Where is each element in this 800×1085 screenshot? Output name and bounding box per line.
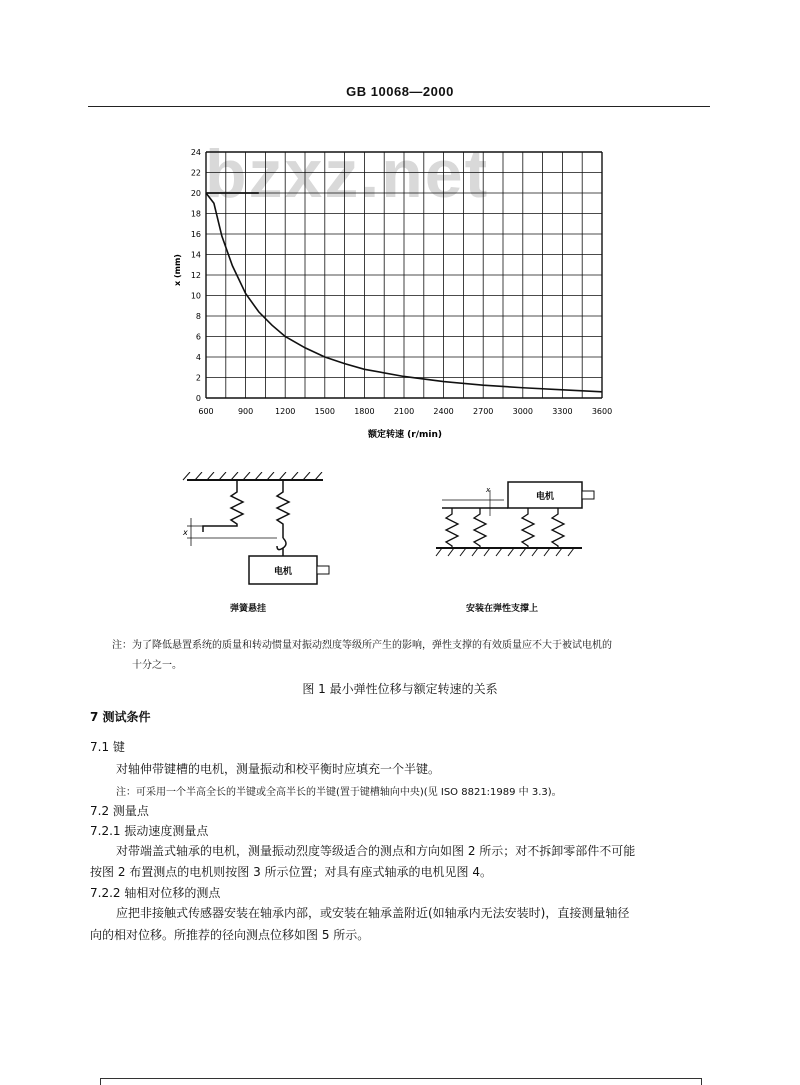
section-7-title: 7 测试条件	[90, 710, 151, 724]
section-7-2-1-title: 7.2.1 振动速度测量点	[90, 824, 209, 838]
svg-text:x: x	[183, 528, 188, 537]
x-tick-label: 900	[237, 407, 254, 416]
section-7-2-1-line2: 按图 2 布置测点的电机则按图 3 所示位置；对具有座式轴承的电机见图 4。	[90, 865, 492, 879]
x-tick-label: 3600	[591, 407, 613, 416]
watermark: bzxz.net	[205, 136, 490, 212]
figure-note-line2: 十分之一。	[132, 660, 182, 671]
y-tick-label: 14	[190, 250, 201, 260]
figure1-chart	[160, 140, 640, 450]
elastic-support-label: 安装在弹性支撑上	[466, 604, 539, 614]
y-axis-label: x (mm)	[173, 254, 182, 286]
x-tick-labels	[198, 407, 612, 416]
motor-label-left: 电机	[273, 567, 293, 577]
section-7-1-paragraph: 对轴伸带键槽的电机，测量振动和校平衡时应填充一个半键。	[116, 762, 441, 776]
motor-label-right: 电机	[535, 492, 555, 502]
figure-note-line1: 注：为了降低悬置系统的质量和转动惯量对振动烈度等级所产生的影响，弹性支撑的有效质量应不大于被试电机的	[112, 640, 612, 651]
x-tick-label: 2700	[473, 407, 494, 416]
x-axis-label: 额定转速 (r/min)	[368, 430, 442, 440]
y-tick-label: 8	[195, 312, 201, 321]
x-tick-label: 2100	[393, 407, 415, 416]
spring-suspension-label: 弹簧悬挂	[230, 604, 267, 614]
chart-grid	[206, 152, 602, 398]
x-tick-label: 1500	[314, 407, 335, 416]
y-tick-label: 2	[195, 373, 201, 383]
x-tick-label: 2400	[433, 407, 454, 416]
x-tick-label: 3000	[512, 407, 533, 416]
svg-text:x: x	[486, 486, 491, 494]
y-tick-label: 12	[190, 271, 201, 280]
section-7-2-2-title: 7.2.2 轴相对位移的测点	[90, 886, 221, 900]
section-7-1-note: 注：可采用一个半高全长的半键或全高半长的半键(置于键槽轴向中央)(见 ISO 8821:1989 中 3.3)。	[116, 787, 562, 798]
elastic-support-diagram	[432, 476, 602, 566]
spring-suspension-diagram	[165, 472, 345, 602]
header-rule	[88, 106, 710, 107]
figure1-caption: 图 1 最小弹性位移与额定转速的关系	[302, 682, 498, 696]
x-tick-label: 1800	[354, 407, 375, 416]
y-tick-label: 22	[190, 168, 201, 178]
standard-number-header: GB 10068—2000	[346, 84, 454, 99]
y-tick-labels	[191, 148, 201, 403]
section-7-2-1-line1: 对带端盖式轴承的电机，测量振动烈度等级适合的测点和方向如图 2 所示；对不拆卸零部件不可能	[116, 844, 636, 858]
y-tick-label: 16	[190, 230, 201, 239]
y-tick-label: 18	[190, 209, 201, 219]
x-tick-label: 3300	[552, 407, 573, 416]
section-7-2-2-line1: 应把非接触式传感器安装在轴承内部，或安装在轴承盖附近(如轴承内无法安装时)，直接测量轴径	[116, 906, 630, 920]
y-tick-label: 0	[195, 394, 201, 403]
y-tick-label: 24	[190, 148, 201, 157]
section-7-1-title: 7.1 键	[90, 740, 125, 754]
y-tick-label: 4	[195, 353, 201, 362]
x-tick-label: 1200	[275, 407, 296, 416]
y-tick-label: 20	[190, 189, 201, 198]
section-7-2-2-line2: 向的相对位移。所推荐的径向测点位移如图 5 所示。	[90, 928, 370, 942]
section-7-2-title: 7.2 测量点	[90, 804, 149, 818]
x-tick-label: 600	[198, 407, 214, 416]
y-tick-label: 10	[190, 291, 201, 301]
y-tick-label: 6	[195, 332, 201, 342]
